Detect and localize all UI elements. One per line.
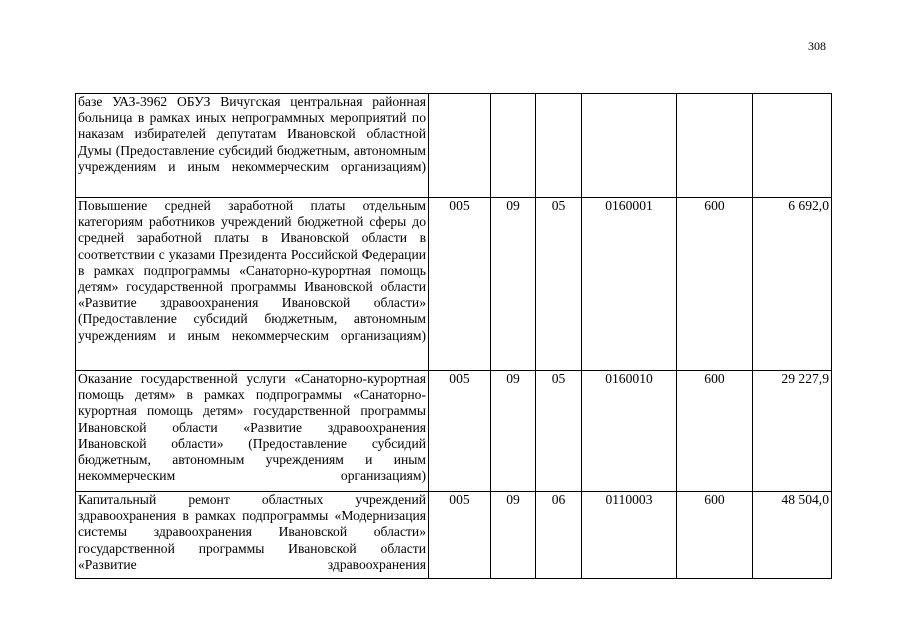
row-description: Капитальный ремонт областных учреждений здравоохранения в рамках подпрограммы «Модернизация системы здравоохранения Ивановской области» государственной программы Ивановской области «Развитие здравоохранения (76, 492, 429, 579)
table-row (76, 94, 832, 198)
target-article-cell: 0160001 (582, 198, 677, 371)
row-description: базе УАЗ-3962 ОБУЗ Вичугская центральная районная больница в рамках иных непрограммных мероприятий по наказам избирателей депутатам Ивановской областной Думы (Предоставление субсидий бюджетным, автономным учреждениям и иным некоммерческим организациям) (76, 94, 429, 198)
page-number: 308 (808, 39, 826, 53)
subsection-code-cell: 05 (536, 198, 582, 371)
section-code-cell (491, 94, 536, 198)
section-code-cell: 09 (491, 198, 536, 371)
amount-cell: 6 692,0 (753, 198, 832, 371)
ministry-code-cell: 005 (429, 492, 491, 579)
subsection-code-cell: 05 (536, 371, 582, 492)
target-article-cell: 0110003 (582, 492, 677, 579)
amount-cell (753, 94, 832, 198)
amount-cell: 29 227,9 (753, 371, 832, 492)
subsection-code-cell: 06 (536, 492, 582, 579)
section-code-cell: 09 (491, 492, 536, 579)
expense-type-cell (677, 94, 753, 198)
amount-cell: 48 504,0 (753, 492, 832, 579)
row-description: Повышение средней заработной платы отдельным категориям работников учреждений бюджетной сферы до средней заработной платы в Ивановской области в соответствии с указами Президента Российской Федерации в рамках подпрограммы «Санаторно-курортная помощь детям» государственной программы Ивановской области «Развитие здравоохранения Ивановской области» (Предоставление субсидий бюджетным, автономным учреждениям и иным некоммерческим организациям) (76, 198, 429, 371)
target-article-cell: 0160010 (582, 371, 677, 492)
table-row (76, 198, 832, 371)
budget-table (75, 93, 832, 579)
expense-type-cell: 600 (677, 198, 753, 371)
row-description: Оказание государственной услуги «Санаторно-курортная помощь детям» в рамках подпрограммы «Санаторно-курортная помощь детям» государственной программы Ивановской области «Развитие здравоохранения Ивановской области» (Предоставление субсидий бюджетным, автономным учреждениям и иным некоммерческим организациям) (76, 371, 429, 492)
table-row (76, 492, 832, 579)
ministry-code-cell: 005 (429, 371, 491, 492)
subsection-code-cell (536, 94, 582, 198)
section-code-cell: 09 (491, 371, 536, 492)
table-row (76, 371, 832, 492)
expense-type-cell: 600 (677, 492, 753, 579)
ministry-code-cell: 005 (429, 198, 491, 371)
target-article-cell (582, 94, 677, 198)
expense-type-cell: 600 (677, 371, 753, 492)
ministry-code-cell (429, 94, 491, 198)
